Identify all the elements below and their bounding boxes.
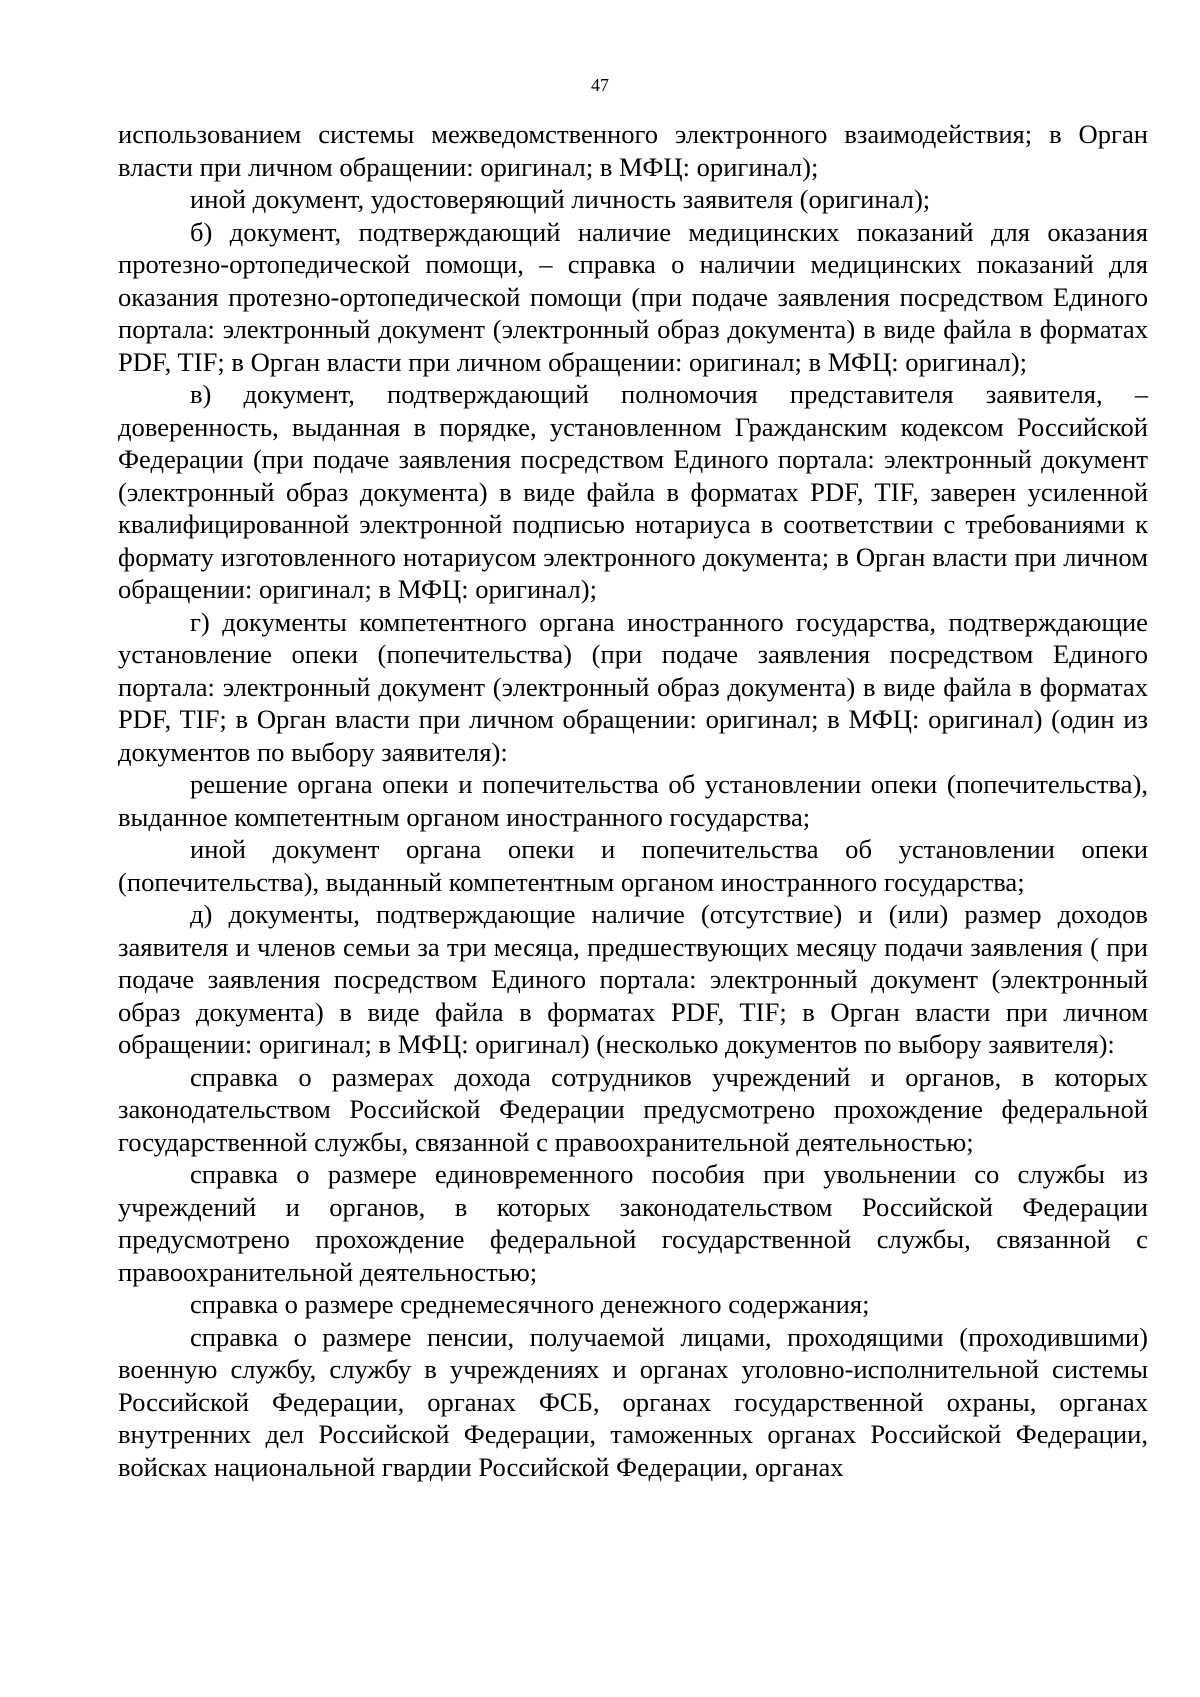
paragraph-other-guardianship-document: иной документ органа опеки и попечительства об установлении опеки (попечительства), выданный компетентным органом иностранного государства; — [118, 834, 1148, 897]
paragraph-monthly-allowance-certificate: справка о размере среднемесячного денежного содержания; — [190, 1289, 870, 1319]
paragraph-income-certificate: справка о размерах дохода сотрудников учреждений и органов, в которых законодательством Российской Федерации предусмотрено прохождение федеральной государственной службы, связанной с правоохранительной деятельностью; — [118, 1061, 1148, 1157]
paragraph-guardianship-decision: решение органа опеки и попечительства об установлении опеки (попечительства), выданное компетентным органом иностранного государства; — [118, 769, 1148, 832]
document-body — [118, 118, 1148, 1483]
paragraph-item-d: д) документы, подтверждающие наличие (отсутствие) и (или) размер доходов заявителя и членов семьи за три месяца, предшествующих месяцу подачи заявления ( при подаче заявления посредством Единого портала: электронный документ (электронный образ документа) в виде файла в форматах PDF, TIF; в Орган власти при личном обращении: оригинал; в МФЦ: оригинал) (несколько документов по выбору заявителя): — [118, 899, 1148, 1059]
paragraph-severance-certificate: справка о размере единовременного пособия при увольнении со службы из учреждений и органов, в которых законодательством Российской Федерации предусмотрено прохождение федеральной государственной службы, связанной с правоохранительной деятельностью; — [118, 1159, 1148, 1287]
page-number: 47 — [591, 75, 609, 95]
paragraph-item-v: в) документ, подтверждающий полномочия представителя заявителя, – доверенность, выданная в порядке, установленном Гражданским кодексом Российской Федерации (при подаче заявления посредством Единого портала: электронный документ (электронный образ документа) в виде файла в форматах PDF, TIF, заверен усиленной квалифицированной электронной подписью нотариуса в соответствии с требованиями к формату изготовленного нотариусом электронного документа; в Орган власти при личном обращении: оригинал; в МФЦ: оригинал); — [118, 379, 1148, 604]
paragraph-identity-document: иной документ, удостоверяющий личность заявителя (оригинал); — [190, 184, 931, 214]
paragraph-item-g: г) документы компетентного органа иностранного государства, подтверждающие установление опеки (попечительства) (при подаче заявления посредством Единого портала: электронный документ (электронный образ документа) в виде файла в форматах PDF, TIF; в Орган власти при личном обращении: оригинал; в МФЦ: оригинал) (один из документов по выбору заявителя): — [118, 606, 1148, 767]
paragraph-continuation: использованием системы межведомственного электронного взаимодействия; в Орган власти при личном обращении: оригинал; в МФЦ: оригинал); — [118, 119, 1148, 182]
paragraph-pension-certificate: справка о размере пенсии, получаемой лицами, проходящими (проходившими) военную службу, службу в учреждениях и органах уголовно-исполнительной системы Российской Федерации, органах ФСБ, органах государственной охраны, органах внутренних дел Российской Федерации, таможенных органах Российской Федерации, войсках национальной гвардии Российской Федерации, органах — [118, 1321, 1148, 1482]
paragraph-item-b: б) документ, подтверждающий наличие медицинских показаний для оказания протезно-ортопедической помощи, – справка о наличии медицинских показаний для оказания протезно-ортопедической помощи (при подаче заявления посредством Единого портала: электронный документ (электронный образ документа) в виде файла в форматах PDF, TIF; в Орган власти при личном обращении: оригинал; в МФЦ: оригинал); — [118, 216, 1148, 377]
